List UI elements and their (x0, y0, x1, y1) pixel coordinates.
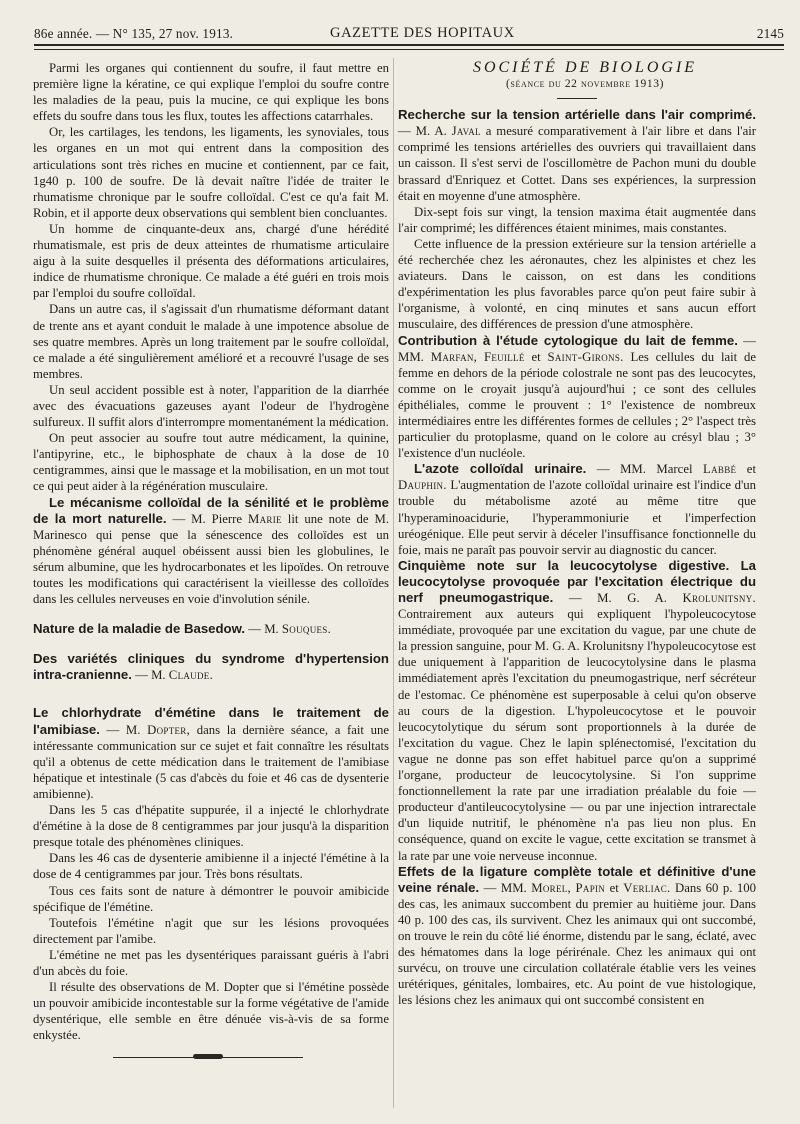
issue-info: 86e année. — N° 135, 27 nov. 1913. (34, 26, 234, 41)
article-lait (398, 333, 756, 462)
author-prefix: — M. (135, 668, 166, 683)
conjunction: et (531, 349, 541, 364)
author-prefix: — M. (106, 722, 141, 737)
author-name: Dopter, (147, 722, 191, 737)
article-title: Nature de la maladie de Basedow. (33, 621, 246, 637)
page-header (34, 22, 784, 44)
author-name: Saint-Girons. (547, 349, 624, 364)
article-text: Les cellules du lait de femme en dehors de la période colostrale ne sont pas des leucocytes, comme on le croyait jusqu'à aujourd'hui ; ce sont des cellules épithéliales, comme le prouvent : 1° l'existence de nombreux intermédiaires entre les différentes formes de cellules ; 2° l'aspect très particulier du protoplasme, quand on le colore au crésyl blau ; 3° l'existence d'un nucléole. (398, 349, 757, 461)
header-rule-thick (34, 44, 784, 46)
article-title: Effets de la ligature complète totale et définitive d'une veine rénale. (398, 863, 756, 895)
article-text: a mesuré comparativement à l'air libre et dans l'air comprimé les tensions artérielles des ouvriers qui travaillaient dans un caisson. Il s'est servi de l'oscillomètre de Pachon muni du double brassard d'Enriquez et Cottet. Dans ses expériences, la surpression était en moyenne d'une atmosphère. (398, 124, 757, 203)
article-title: Contribution à l'étude cytologique du lait de femme. (398, 332, 738, 348)
paragraph: Dans un autre cas, il s'agissait d'un rhumatisme déformant datant de trente ans et ayant conduit le malade à une impotence absolue de ses quatre membres. Après un long traitement par le soufre colloïdal, ce malade a été singulièrement amélioré et a recouvré l'usage de ses membres. (33, 302, 389, 381)
author-name: Claude. (168, 668, 214, 683)
paragraph: Or, les cartilages, les tendons, les ligaments, les synoviales, tous les organes en un mot qui entrent dans la composition des articulations sont très riches en mucine et contiennent, par ce fait, 1g40 p. 100 de soufre. De là devait naître l'idée de traiter le rhumatisme chronique par le soufre colloïdal. C'est ce qu'a fait M. Robin, et il apporte deux observations qui semblent bien concluantes. (33, 125, 389, 220)
article-senility (33, 495, 389, 608)
article-title: Le chlorhydrate d'émétine dans le traitement de l'amibiase. (33, 705, 389, 737)
section-subtitle: (séance du 22 novembre 1913) (505, 78, 665, 91)
author-name: Krolunitsny. (682, 591, 756, 605)
author-prefix: — MM. (483, 880, 527, 895)
conjunction: et (746, 462, 756, 477)
author-prefix: — MM. Marcel (596, 462, 693, 477)
article-azote (398, 461, 756, 558)
author-prefix: — M. (248, 622, 279, 637)
paragraph: On peut associer au soufre tout autre médicament, la quinine, l'antipyrine, etc., le biphosphate de chaux à la dose de 10 centigrammes, ainsi que le massage et la mobilisation, en un mot tout ce qui peut aider à la régénération musculaire. (33, 431, 389, 494)
author-prefix: — M. A. (398, 124, 447, 139)
article-ligature (398, 864, 756, 1009)
article-leucocytolyse (398, 558, 756, 864)
author-name: Dauphin. (398, 478, 447, 493)
article-text: dans la dernière séance, a fait une intéressante communication sur ce sujet et fait connaître les résultats qu'il a obtenus de cette médication dans le traitement de l'amibiase hépatique et intestinale (5 cas d'abcès du foie et 46 cas de dysenterie amibienne). (33, 722, 389, 801)
article-emetine (33, 705, 389, 802)
end-ornament (113, 1053, 303, 1061)
author-name: Feuillé (483, 349, 525, 364)
conjunction: et (609, 880, 619, 895)
paragraph: Il résulte des observations de M. Dopter que si l'émétine possède un pouvoir amibicide incontestable sur la forme végétative de l'amide dysentérique, elle semble en être dénuée vis-à-vis de sa forme enkystée. (33, 980, 389, 1043)
page-number: 2145 (756, 26, 784, 41)
paragraph: Toutefois l'émétine n'agit que sur les lésions provoquées directement par l'amibe. (33, 915, 389, 946)
paragraph: L'émétine ne met pas les dysentériques paraissant guéris à l'abri d'un abcès du foie. (33, 947, 389, 978)
author-name: Labbé (703, 462, 737, 477)
section-rule (557, 98, 597, 99)
paragraph: Parmi les organes qui contiennent du soufre, il faut mettre en première ligne la kératine, ce qui explique l'emploi du soufre contre les maladies de la peau, puis la mucine, ce qui explique les bons effets du soufre dans tous les flux, toutes les affections catarrhales. (33, 61, 389, 124)
header-rule-thin (34, 49, 784, 50)
author-prefix: — MM. (398, 333, 757, 364)
author-name: Marfan, (430, 349, 478, 364)
column-divider (393, 58, 394, 1108)
article-text: Dans 60 p. 100 des cas, les animaux succombent du premier au huitième jour. Dans 40 p. 100 des cas, ils survivent. Chez les animaux qui ont succombé, on trouve le rein du côté lié énorme, distendu par le sang, éclaté, avec des hématomes dans la loge périrénale. Chez les animaux qui ont survécu, on trouve une circulation collatérale établie vers les veines urétériques, génitales, lombaires, etc. Au point de vue histologique, les lésions chez les animaux qui ont succombé consistent en (398, 880, 757, 1008)
paragraph: Dix-sept fois sur vingt, la tension maxima était augmentée dans l'air comprimé; les différences étaient minimes, mais constantes. (398, 204, 756, 235)
author-name: Verliac. (623, 880, 671, 895)
article-basedow (33, 621, 389, 637)
left-column (33, 60, 389, 1061)
article-title: Recherche sur la tension artérielle dans l'air comprimé. (398, 107, 756, 123)
author-name: Marie (248, 511, 282, 526)
paragraph: Cette influence de la pression extérieure sur la tension artérielle a été recherchée chez les aéronautes, chez les alpinistes et chez les aviateurs. Dans le caisson, on est dans les conditions d'expérimentation les plus favorables parce qu'on peut faire subir à l'organisme, à volonté, en cinq minutes et sans aucun effort musculaire, des différences de pression d'une atmosphère. (398, 236, 756, 332)
author-name: Javal (451, 124, 481, 139)
article-title: Cinquième note sur la leucocytolyse digestive. La leucocytolyse provoquée par l'excitation électrique du nerf pneumogastrique. (398, 557, 756, 605)
right-column (398, 60, 756, 1008)
article-hypertension (33, 651, 389, 683)
article-title: Le mécanisme colloïdal de la sénilité et le problème de la mort naturelle. (33, 494, 389, 526)
article-tension (398, 107, 756, 204)
journal-title: GAZETTE DES HOPITAUX (330, 25, 515, 41)
paragraph: Un homme de cinquante-deux ans, chargé d'une hérédité rhumatismale, est pris de deux atteintes de rhumatisme articulaire aigu à la suite desquelles il présenta des déformations articulaires, indice de rhumatisme chronique. Ce malade a été guéri en trois mois par l'emploi du soufre colloïdal. (33, 221, 389, 301)
paragraph: Un seul accident possible est à noter, l'apparition de la diarrhée avec des évacuations gazeuses ayant l'odeur de l'hydrogène sulfureux. Il suffit alors d'interrompre momentanément la médication. (33, 382, 389, 430)
author-name: Morel, (531, 880, 572, 895)
article-text: Contrairement aux auteurs qui expliquent l'hypoleucocytose immédiate, provoquée par une excitation du vague, par une chute de la pression sanguine, pour M. G. A. Krolunitsny l'hypoleucocytose est due uniquement à l'apparition de leucocytolysine dans le plasma immédiatement après l'excitation du pneumogastrique, nerf sécréteur de l'estomac. Ce phénomène est superposable à celui qu'on observe au cours de la digestion. L'hypoleucocytose et le pouvoir leucocytolytique du sérum sont proportionnels à la durée de l'excitation du vague. Chez le lapin splénectomisé, l'excitation du vague ne donne pas son effet habituel parce qu'on a supprimé l'organe, producteur de leucocytolysine. Si l'on supprime fonctionnellement la rate par une irradiation préalable du foie — producteur d'antileucocytolysine — ou par une injection intrarectale d'un liquide nutritif, le phénomène n'a pas lieu non plus. En conséquence, quand on excite le vague, cette excitation se transmet à la rate par une voie nerveuse inconnue. (398, 607, 756, 863)
section-title: SOCIÉTÉ DE BIOLOGIE (472, 59, 698, 76)
author-prefix: — M. Pierre (172, 511, 243, 526)
paragraph: Tous ces faits sont de nature à démontrer le pouvoir amibicide spécifique de l'émétine. (33, 883, 389, 914)
paragraph: Dans les 5 cas d'hépatite suppurée, il a injecté le chlorhydrate d'émétine à la dose de 8 centigrammes par jour jusqu'à la disparition presque totale des phénomènes cliniques. (33, 803, 389, 850)
article-title: Des variétés cliniques du syndrome d'hypertension intra-cranienne. (33, 651, 389, 683)
author-name: Papin (575, 880, 606, 895)
paragraph: Dans les 46 cas de dysenterie amibienne il a injecté l'émétine à la dose de 4 centigrammes par jour. Très bons résultats. (33, 851, 389, 882)
author-name: Souques. (281, 622, 332, 637)
article-title: L'azote colloïdal urinaire. (414, 461, 587, 477)
article-text: L'augmentation de l'azote colloïdal urinaire est l'indice d'un trouble du métabolisme azoté au même titre que l'hyperaminoacidurie, l'hyperammoniurie et l'imperfection uréogénique. Elle peut servir à déceler l'insuffisance fonctionnelle du foie, mais ne paraît pas pouvoir servir au diagnostic du cancer. (398, 478, 756, 557)
author-prefix: — M. G. A. (568, 591, 667, 605)
article-text: lit une note de M. Marinesco qui pense que la sénescence des colloïdes est un phénomène général auquel obéissent aussi bien les globulines, le sérum albumine, que les hydrocarbonates et les lipoïdes. On retrouve toutes les modifications qui caractérisent la vieillesse des colloïdes dans les cellules nerveuses en voie d'involution sénile. (33, 511, 390, 607)
